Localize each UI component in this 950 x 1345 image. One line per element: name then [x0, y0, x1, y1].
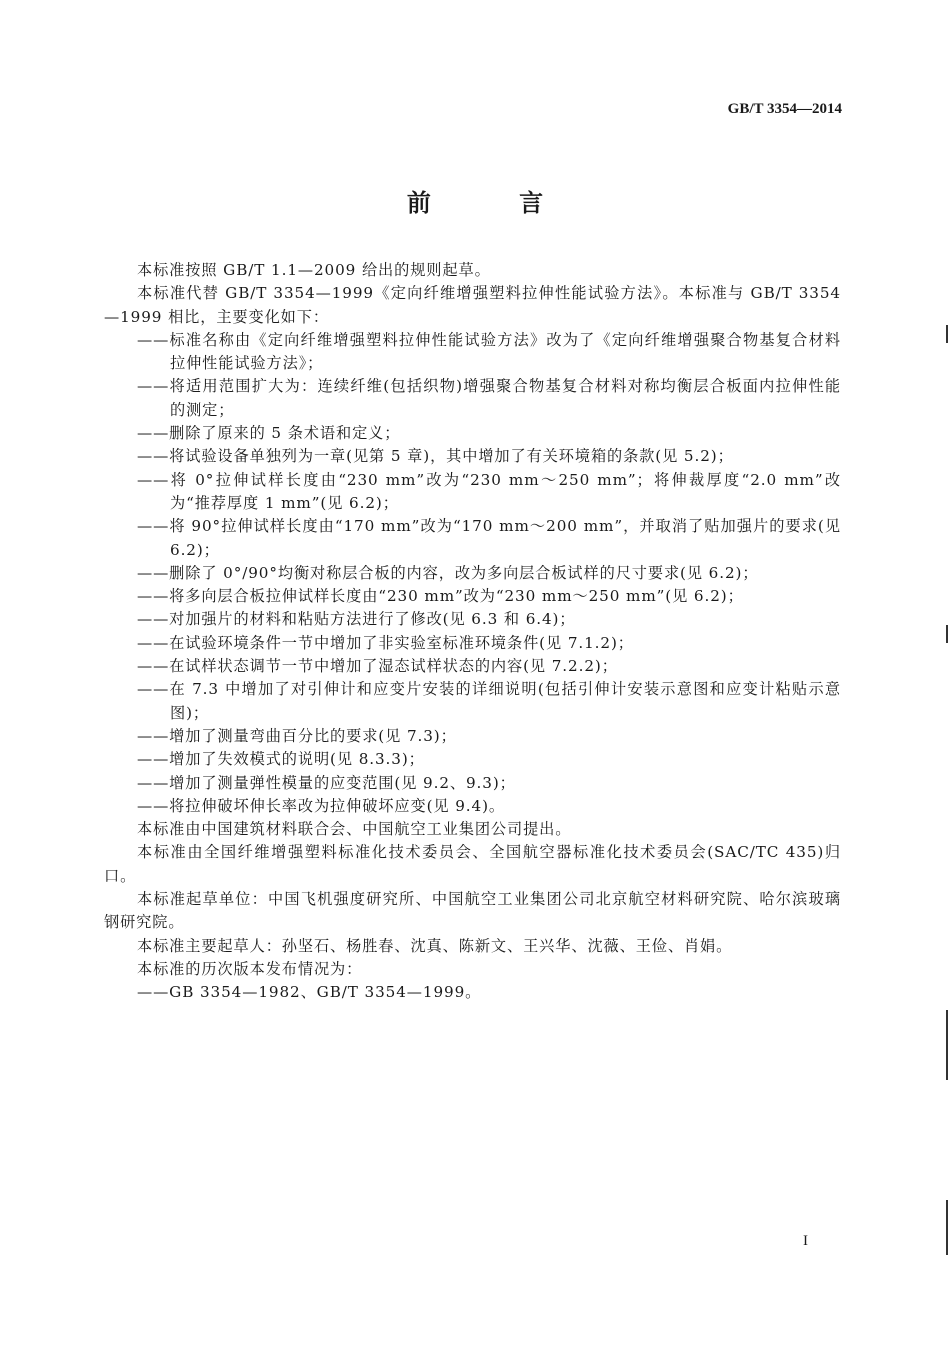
list-item: ——在试验环境条件一节中增加了非实验室标准环境条件(见 7.1.2)； [137, 633, 634, 652]
scan-edge-mark [946, 1010, 948, 1080]
paragraph: 本标准按照 GB/T 1.1—2009 给出的规则起草。 [137, 261, 491, 279]
list-item: ——增加了测量弹性模量的应变范围(见 9.2、9.3)； [137, 773, 516, 792]
standard-number: GB/T 3354—2014 [727, 101, 842, 117]
list-item: ——标准名称由《定向纤维增强塑料拉伸性能试验方法》改为了《定向纤维增强聚合物基复合材料拉伸性能试验方法》； [137, 330, 841, 373]
list-item: ——对加强片的材料和粘贴方法进行了修改(见 6.3 和 6.4)； [137, 610, 576, 629]
scan-edge-mark [946, 625, 948, 643]
scan-edge-mark [946, 325, 948, 343]
list-item: ——删除了 0°/90°均衡对称层合板的内容，改为多向层合板试样的尺寸要求(见 6.2)； [137, 563, 759, 582]
list-item: ——将适用范围扩大为：连续纤维(包括织物)增强聚合物基复合材料对称均衡层合板面内拉伸性能的测定； [137, 377, 841, 419]
history-item: ——GB 3354—1982、GB/T 3354—1999。 [137, 983, 482, 1002]
scan-edge-mark [946, 1200, 948, 1255]
list-item: ——在试样状态调节一节中增加了湿态试样状态的内容(见 7.2.2)； [137, 657, 618, 676]
page-number: I [803, 1233, 808, 1249]
paragraph: 本标准由全国纤维增强塑料标准化技术委员会、全国航空器标准化技术委员会(SAC/TC 435)归口。 [104, 843, 841, 885]
list-item: ——将拉伸破坏伸长率改为拉伸破坏应变(见 9.4)。 [137, 796, 505, 815]
paragraph: 本标准的历次版本发布情况为： [137, 959, 363, 978]
changes-list [104, 329, 841, 818]
paragraph: 本标准代替 GB/T 3354—1999《定向纤维增强塑料拉伸性能试验方法》。本标准与 GB/T 3354—1999 相比，主要变化如下： [104, 284, 841, 326]
list-item: ——在 7.3 中增加了对引伸计和应变片安装的详细说明(包括引伸计安装示意图和应变计粘贴示意图)； [137, 680, 841, 722]
paragraph: 本标准主要起草人：孙坚石、杨胜春、沈真、陈新文、王兴华、沈薇、王俭、肖娟。 [137, 936, 733, 955]
list-item: ——删除了原来的 5 条术语和定义； [137, 424, 401, 443]
foreword-body [104, 259, 841, 1005]
list-item: ——将多向层合板拉伸试样长度由“230 mm”改为“230 mm～250 mm”(见 6.2)； [137, 587, 744, 606]
page-title: 前 言 [406, 189, 584, 217]
list-item: ——增加了测量弯曲百分比的要求(见 7.3)； [137, 726, 457, 745]
list-item: ——增加了失效模式的说明(见 8.3.3)； [137, 750, 425, 769]
paragraph: 本标准由中国建筑材料联合会、中国航空工业集团公司提出。 [137, 820, 572, 839]
list-item: ——将 0°拉伸试样长度由“230 mm”改为“230 mm～250 mm”；将伸裁厚度“2.0 mm”改为“推荐厚度 1 mm”(见 6.2)； [137, 470, 841, 512]
list-item: ——将试验设备单独列为一章(见第 5 章)，其中增加了有关环境箱的条款(见 5.2)； [137, 447, 734, 466]
list-item: ——将 90°拉伸试样长度由“170 mm”改为“170 mm～200 mm”，并取消了贴加强片的要求(见 6.2)； [137, 517, 841, 559]
paragraph: 本标准起草单位：中国飞机强度研究所、中国航空工业集团公司北京航空材料研究院、哈尔滨玻璃钢研究院。 [104, 890, 841, 932]
